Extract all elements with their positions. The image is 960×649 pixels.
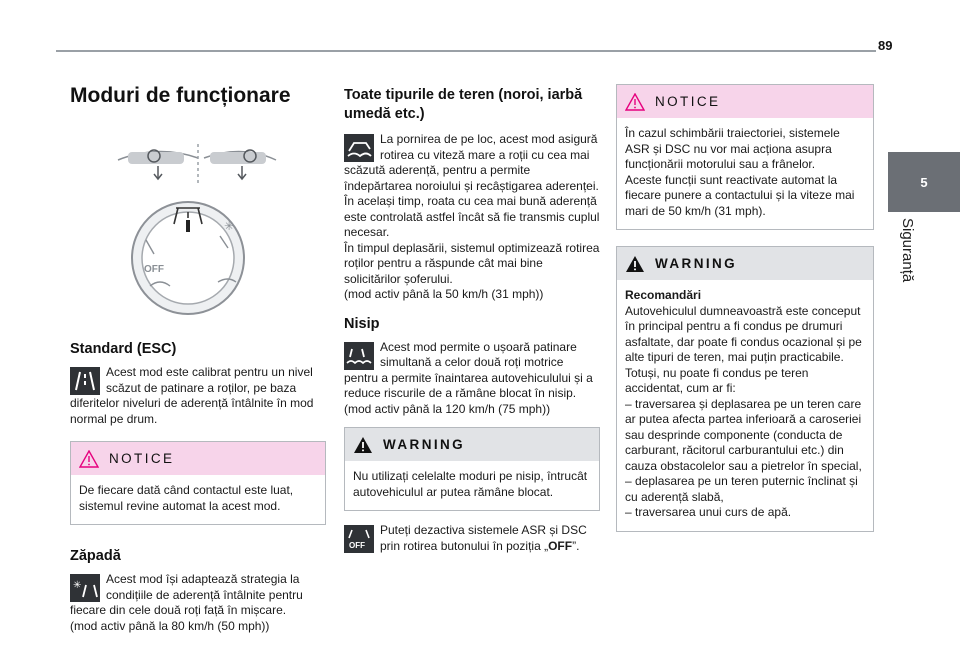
warning-header-right	[617, 247, 873, 280]
knob-off-label: OFF	[144, 264, 164, 275]
page-number: 89	[878, 38, 893, 53]
svg-text:✳: ✳	[73, 580, 82, 591]
warning-text-right-1: Autovehiculul dumneavoastră este conceput în principal pentru a fi condus pe drumuri asfaltate, dar poate fi condus ocazional și pe alte tipuri de teren, mai puțin practicabile.	[625, 303, 862, 364]
notice-title-left: NOTICE	[109, 451, 175, 466]
off-text-before: Puteți dezactiva sistemele ASR și DSC prin rotirea butonului în poziția „	[380, 523, 587, 553]
warning-list-item: – deplasarea pe un teren puternic înclinat și cu aderență slabă,	[625, 474, 858, 504]
notice-triangle-icon	[79, 450, 99, 468]
sand-text: Acest mod permite o ușoară patinare simultană a celor două roți motrice pentru a permite înaintarea autovehiculului și a reduce riscurile de a rămâne blocat în nisip.	[344, 339, 593, 400]
terrain-paragraph	[344, 132, 600, 241]
notice-text-right-1: În cazul schimbării traiectoriei, sistemele ASR și DSC nu vor mai acționa asupra funcționării motorului sau a frânelor.	[625, 126, 840, 171]
off-text-after: ”.	[572, 538, 580, 553]
notice-header-right	[617, 85, 873, 118]
terrain-text: La pornirea de pe loc, acest mod asigură rotirea cu viteză mare a roții cu cea mai scăzută aderență, pentru a permite îndepărtarea noroiului și recâștigarea aderenței. În același timp, roata cu cea mai bună aderență este controlată astfel încât să fie transmis cuplul necesar.	[344, 132, 600, 239]
standard-text: Acest mod este calibrat pentru un nivel scăzut de patinare a roților, pe baza diferitelor niveluri de aderență întâlnite în mod normal pe drum.	[70, 365, 314, 426]
notice-text-right-2: Aceste funcții sunt reactivate automat la fiecare punere a contactului și la viteze mai mari de 50 km/h (31 mph).	[625, 172, 855, 218]
mode-knob-illustration	[70, 108, 326, 318]
mud-mode-icon	[344, 134, 374, 162]
snow-note: (mod activ până la 80 km/h (50 mph))	[70, 618, 270, 633]
warning-text-middle: Nu utilizați celelalte moduri pe nisip, întrucât autovehiculul ar putea rămâne blocat.	[353, 469, 588, 499]
snow-text: Acest mod își adaptează strategia la condițiile de aderență întâlnite pentru fiecare din cele două roți față în mișcare.	[70, 572, 303, 617]
column-middle	[344, 80, 600, 554]
notice-title-right: NOTICE	[655, 94, 721, 109]
warning-triangle-icon	[625, 255, 645, 273]
notice-header-left	[71, 442, 325, 475]
column-left	[70, 80, 326, 634]
notice-triangle-icon	[625, 93, 645, 111]
snow-glyph: ✳	[224, 219, 235, 233]
standard-paragraph	[70, 365, 326, 427]
off-paragraph	[344, 523, 600, 554]
column-right	[616, 80, 874, 532]
notice-body-right	[617, 118, 873, 229]
terrain-heading: Toate tipurile de teren (noroi, iarbă umedă etc.)	[344, 87, 583, 122]
recommendations-heading: Recomandări	[625, 288, 702, 302]
snow-heading: Zăpadă	[70, 548, 121, 564]
sand-mode-icon	[344, 342, 374, 370]
chapter-tab[interactable]	[888, 152, 960, 212]
sand-note: (mod activ până la 120 km/h (75 mph))	[344, 401, 551, 416]
page-title: Moduri de funcționare	[70, 84, 291, 107]
snow-mode-icon	[70, 574, 100, 602]
standard-road-icon	[70, 367, 100, 395]
mode-selector-diagram	[70, 108, 326, 318]
chapter-label: Siguranță	[899, 218, 916, 283]
warning-title-right: WARNING	[655, 256, 738, 271]
notice-box-right	[616, 84, 874, 230]
warning-triangle-icon	[353, 436, 373, 454]
chapter-number: 5	[920, 174, 928, 190]
standard-heading: Standard (ESC)	[70, 341, 177, 357]
terrain-note: (mod activ până la 50 km/h (31 mph))	[344, 287, 544, 301]
sand-paragraph	[344, 340, 600, 402]
warning-text-right-2: Totuși, nu poate fi condus pe teren accidentat, cum ar fi:	[625, 365, 809, 395]
sand-heading: Nisip	[344, 315, 380, 332]
warning-box-middle	[344, 427, 600, 511]
warning-list-item: – traversarea unui curs de apă.	[625, 505, 792, 519]
warning-list-item: – traversarea și deplasarea pe un teren care ar putea afecta partea inferioară a caroseriei sau desprinde componente (conducta de carburant, răcitorul carburantului etc.) din cauza obstacolelor sau a pietrelor în special,	[625, 396, 862, 473]
esc-off-icon-label: OFF	[349, 541, 365, 550]
notice-text-left: De fiecare dată când contactul este luat, sistemul revine automat la acest mod.	[79, 483, 294, 513]
dashboard-icon-row	[118, 144, 276, 184]
snow-paragraph	[70, 572, 326, 619]
warning-header-middle	[345, 428, 599, 461]
esc-off-icon	[344, 525, 374, 553]
warning-box-right	[616, 246, 874, 532]
warning-title-middle: WARNING	[383, 437, 466, 452]
notice-box-left	[70, 441, 326, 525]
top-rule	[56, 50, 876, 52]
off-text-bold: OFF	[548, 538, 573, 553]
warning-body-right	[617, 280, 873, 531]
terrain-text-2: În timpul deplasării, sistemul optimizează rotirea roților pentru a răspunde cât mai bine solicitărilor șoferului.	[344, 240, 600, 286]
